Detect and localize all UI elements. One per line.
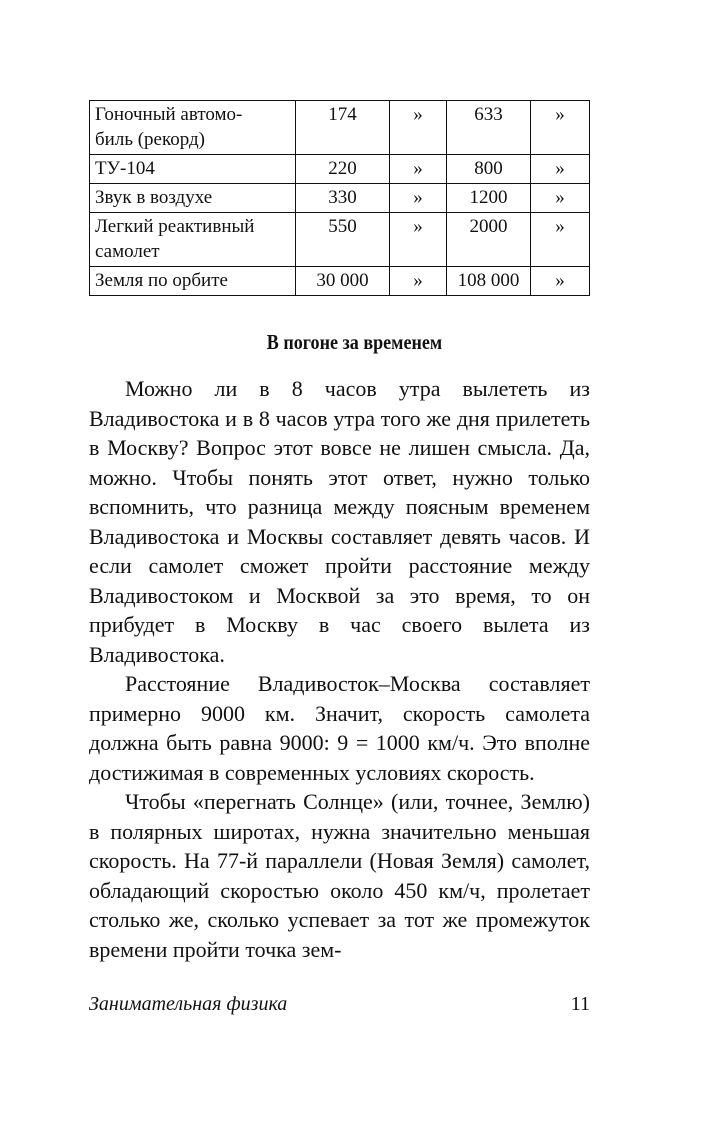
paragraph: Чтобы «перегнать Солнце» (или, точнее, Землю) в полярных широтах, нужна значительно меньшая скорость. На 77-й параллели (Новая Земля) самолет, обладающий скоростью около 450 км/ч, пролетает столько же, сколько успевает за тот же промежуток времени пройти точка зем- [89,789,590,962]
table-cell-value-2: 2000 [447,213,531,267]
paragraph: Расстояние Владивосток–Москва составляет примерно 9000 км. Значит, скорость самолета должна быть равна 9000: 9 = 1000 км/ч. Это вполне достижимая в современных условиях скорость. [89,671,590,785]
table-row [90,184,590,213]
table-cell-name: Звук в воздухе [90,184,296,213]
table-cell-value-2: 108 000 [447,267,531,296]
table-cell-value-2: 633 [447,101,531,155]
table-cell-value-1: 220 [296,155,390,184]
table-cell-unit-2: » [531,155,590,184]
table-cell-value-2: 800 [447,155,531,184]
table-row [90,101,590,155]
table-cell-value-2: 1200 [447,184,531,213]
table-cell-name: Гоночный автомо- биль (рекорд) [90,101,296,155]
paragraph: Можно ли в 8 часов утра вылететь из Владивостока и в 8 часов утра того же дня прилететь в Москву? Вопрос этот вовсе не лишен смысла. Да, можно. Чтобы понять этот ответ, нужно только вспомнить, что разница между поясным временем Владивостока и Москвы составляет девять часов. И если самолет сможет пройти расстояние между Владивостоком и Москвой за это время, то он прибудет в Москву в час своего вылета из Владивостока. [89,376,590,667]
table-cell-value-1: 550 [296,213,390,267]
body-text [89,374,590,964]
section-title: В погоне за временем [266,330,443,354]
page-number: 11 [570,993,590,1015]
table-cell-name: Земля по орбите [90,267,296,296]
table-row [90,155,590,184]
table-cell-unit-2: » [531,267,590,296]
table-cell-unit-1: » [390,267,447,296]
table-cell-value-1: 30 000 [296,267,390,296]
table-cell-value-1: 174 [296,101,390,155]
table-cell-unit-1: » [390,101,447,155]
speed-table [89,100,590,296]
table-cell-unit-1: » [390,184,447,213]
table-cell-unit-2: » [531,213,590,267]
table-cell-unit-2: » [531,184,590,213]
table-cell-name: Легкий реактивный самолет [90,213,296,267]
running-footer-title: Занимательная физика [89,993,288,1015]
table-cell-unit-1: » [390,155,447,184]
table-cell-unit-2: » [531,101,590,155]
table-row [90,213,590,267]
table-cell-unit-1: » [390,213,447,267]
table-cell-value-1: 330 [296,184,390,213]
table-cell-name: ТУ-104 [90,155,296,184]
table-row [90,267,590,296]
